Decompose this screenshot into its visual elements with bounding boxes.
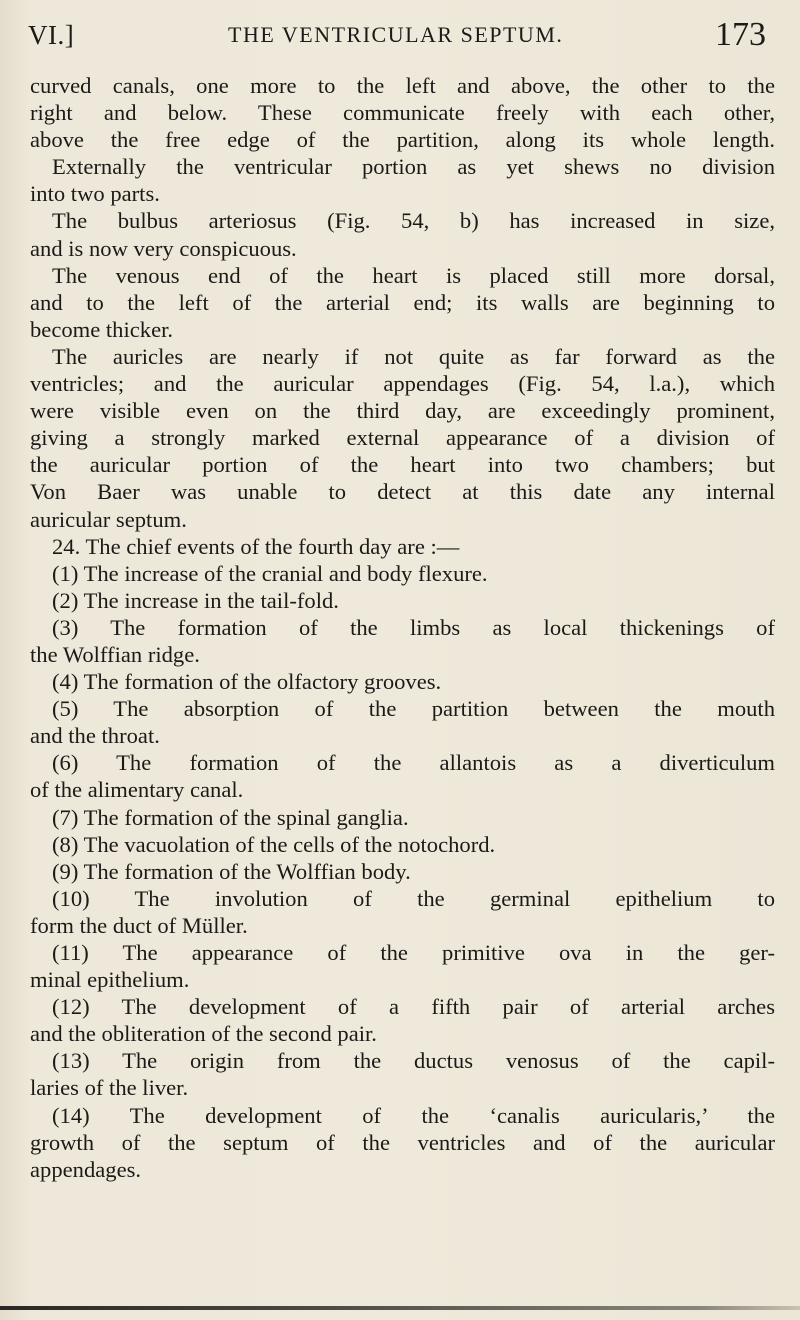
text-line: into two parts. — [30, 181, 160, 207]
text-line: (14) The development of the ‘canalis auricularis,’ the — [52, 1102, 775, 1128]
text-line: (10) The involution of the germinal epithelium to — [52, 885, 775, 911]
text-line: form the duct of Müller. — [30, 912, 248, 938]
text-line: giving a strongly marked external appearance of a division of — [30, 425, 775, 451]
text-line: Von Baer was unable to detect at this date any internal — [30, 479, 775, 505]
text-line: (7) The formation of the spinal ganglia. — [52, 804, 409, 830]
text-line: growth of the septum of the ventricles and of the auricular — [30, 1129, 775, 1155]
text-line: The bulbus arteriosus (Fig. 54, b) has increased in size, — [52, 208, 775, 234]
text-line: and the throat. — [30, 723, 160, 749]
text-line: the auricular portion of the heart into two chambers; but — [30, 452, 775, 478]
text-line: (1) The increase of the cranial and body flexure. — [52, 560, 488, 586]
text-line: right and below. These communicate freely with each other, — [30, 100, 775, 126]
text-line: and is now very conspicuous. — [30, 235, 297, 261]
text-line: 24. The chief events of the fourth day are :— — [52, 533, 460, 559]
text-line: (12) The development of a fifth pair of arterial arches — [52, 994, 775, 1020]
text-line: of the alimentary canal. — [30, 777, 244, 803]
chapter-marker: VI.] — [28, 20, 75, 50]
page-header — [28, 14, 768, 54]
text-line: were visible even on the third day, are exceedingly prominent, — [30, 398, 775, 424]
text-line: Externally the ventricular portion as yet shews no division — [52, 154, 775, 180]
text-line: (13) The origin from the ductus venosus of the capil- — [52, 1048, 775, 1074]
text-line: auricular septum. — [30, 506, 187, 532]
text-line: and the obliteration of the second pair. — [30, 1021, 377, 1047]
text-line: laries of the liver. — [30, 1075, 189, 1101]
text-line: (5) The absorption of the partition between the mouth — [52, 696, 775, 722]
page-bottom-edge — [0, 1306, 800, 1310]
text-line: appendages. — [30, 1156, 142, 1182]
text-line: (3) The formation of the limbs as local thickenings of — [52, 614, 775, 640]
text-line: The auricles are nearly if not quite as far forward as the — [52, 343, 775, 369]
text-line: (9) The formation of the Wolffian body. — [52, 858, 411, 884]
text-line: (2) The increase in the tail-fold. — [52, 587, 339, 613]
text-line: (11) The appearance of the primitive ova in the ger- — [52, 940, 775, 965]
body-text — [30, 72, 775, 1183]
text-line: the Wolffian ridge. — [30, 641, 200, 667]
page-number: 173 — [715, 16, 766, 53]
text-line: ventricles; and the auricular appendages (Fig. 54, l.a.), which — [30, 371, 775, 397]
text-line: curved canals, one more to the left and above, the other to the — [30, 73, 775, 98]
text-line: above the free edge of the partition, along its whole length. — [30, 127, 775, 153]
text-line: minal epithelium. — [30, 967, 190, 993]
text-line: The venous end of the heart is placed still more dorsal, — [52, 262, 775, 288]
text-line: (6) The formation of the allantois as a diverticulum — [52, 750, 775, 776]
text-line: become thicker. — [30, 316, 174, 342]
running-title: THE VENTRICULAR SEPTUM. — [228, 22, 564, 47]
text-line: (8) The vacuolation of the cells of the notochord. — [52, 831, 496, 857]
text-line: (4) The formation of the olfactory grooves. — [52, 669, 442, 695]
text-line: and to the left of the arterial end; its walls are beginning to — [30, 289, 775, 315]
